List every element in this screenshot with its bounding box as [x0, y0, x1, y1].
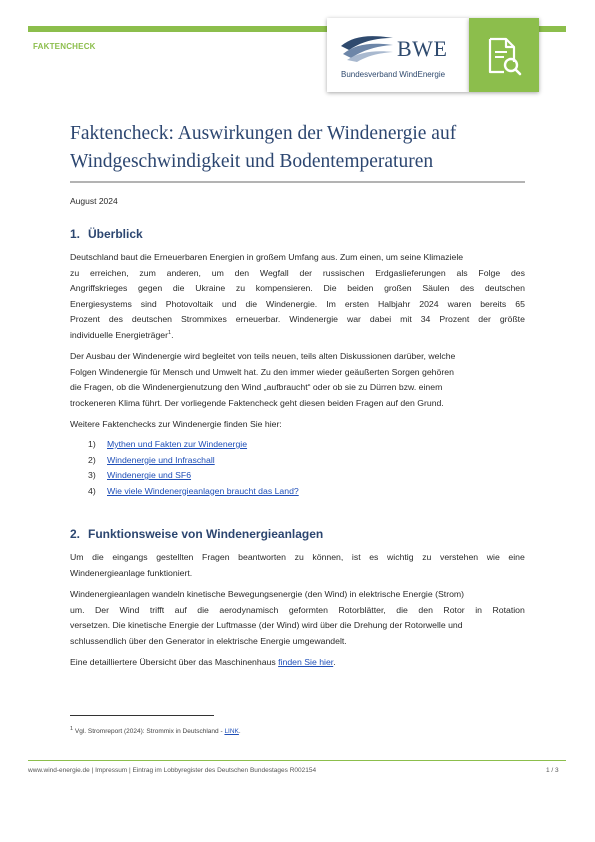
footnote-link[interactable]: LINK: [224, 728, 239, 735]
section-1-paragraph-3: [70, 417, 525, 433]
footnote-1: $^1$ Vgl. Stromreport (2024): Strommix in Deutschland - LINK.: [70, 725, 241, 735]
text-line: schlussendlich über den Generator in elektrische Energie umgewandelt.: [70, 635, 347, 646]
section-1-title: Überblick: [88, 227, 143, 241]
text-line: Eine detailliertere Übersicht über das Maschinenhaus finden Sie hier.: [70, 657, 336, 667]
bwe-logo: [327, 18, 469, 92]
text-line: zu erreichen, zum anderen, um den Wegfall der russischen Erdgaslieferungen als Folge des: [70, 267, 525, 278]
text-line: Der Ausbau der Windenergie wird begleitet von teils neuen, teils alten Diskussionen darüber, welche: [70, 351, 456, 361]
list-item: 4) Wie viele Windenergieanlagen braucht das Land?: [88, 485, 299, 496]
text-line: Weitere Faktenchecks zur Windenergie finden Sie hier:: [70, 419, 282, 429]
bwe-logo-wordmark: BWE: [397, 36, 448, 61]
text-line: Prozent des deutschen Strommixes erneuerbar. Windenergie war dabei mit 34 Prozent der größte: [70, 314, 525, 324]
text-line: Angriffskrieges gegen die Ukraine zu kompensieren. Die beiden großen Säulen des deutschen: [70, 283, 525, 293]
list-item: 2) Windenergie und Infraschall: [88, 454, 215, 465]
section-2-number: 2.: [70, 527, 81, 541]
factcheck-links-list: [88, 437, 299, 499]
text-line: Windenergieanlage funktioniert.: [70, 567, 193, 578]
section-1-number: 1.: [70, 227, 81, 241]
link-how-many-turbines[interactable]: Wie viele Windenergieanlagen braucht das Land?: [107, 485, 299, 496]
link-nacelle-overview[interactable]: finden Sie hier: [278, 657, 334, 667]
text-line: Windenergieanlagen wandeln kinetische Bewegungsenergie (den Wind) in elektrische Energie (Strom): [70, 589, 465, 599]
factcheck-badge: [469, 18, 539, 92]
link-infrasound[interactable]: Windenergie und Infraschall: [107, 454, 215, 465]
link-myths-facts[interactable]: Mythen und Fakten zur Windenergie: [107, 439, 248, 449]
link-sf6[interactable]: Windenergie und SF6: [107, 470, 192, 480]
text-line: versetzen. Die kinetische Energie der Luftmasse (der Wind) wird über die Drehung der Rotorwelle und: [70, 620, 463, 630]
publication-date: August 2024: [70, 196, 118, 206]
text-line: Um die eingangs gestellten Fragen beantworten zu können, ist es wichtig zu verstehen wie eine: [70, 552, 525, 562]
title-line-1: Faktencheck: Auswirkungen der Windenergie auf: [70, 123, 457, 144]
bwe-logo-mark: [339, 32, 395, 62]
list-item: 1) Mythen und Fakten zur Windenergie: [88, 439, 248, 449]
section-1-paragraph-2: [70, 349, 525, 411]
footer-divider: [28, 760, 566, 761]
section-2-paragraph-2: [70, 587, 525, 649]
text-line: um. Der Wind trifft auf die aerodynamisch geformten Rotorblätter, die den Rotor in Rotation: [70, 604, 525, 615]
bwe-logo-subtitle: Bundesverband WindEnergie: [341, 70, 446, 79]
section-2-title: Funktionsweise von Windenergieanlagen: [88, 527, 324, 541]
footer-text: www.wind-energie.de | Impressum | Eintrag im Lobbyregister des Deutschen Bundestages R002154: [28, 767, 317, 774]
page-number: 1 / 3: [546, 767, 559, 774]
list-item: 3) Windenergie und SF6: [88, 470, 192, 480]
text-line: individuelle Energieträger$^1$.: [70, 329, 174, 340]
section-1-heading: [70, 227, 143, 241]
footnote-ref[interactable]: 1: [168, 329, 172, 336]
section-2-paragraph-3: [70, 655, 525, 671]
title-line-2: Windgeschwindigkeit und Bodentemperaturen: [70, 151, 434, 172]
document-title: [70, 120, 530, 176]
document-category: FAKTENCHECK: [33, 42, 96, 51]
text-line: Deutschland baut die Erneuerbaren Energien in großem Umfang aus. Zum einen, um seine Klimaziele: [70, 252, 464, 262]
text-line: Energiesystems sind Photovoltaik und die Windenergie. Im ersten Halbjahr 2024 waren bereits 65: [70, 298, 525, 309]
title-divider: [70, 181, 525, 183]
text-line: die Fragen, ob die Windenergienutzung den Wind „aufbraucht“ oder ob sie zu Dürren bzw. einem: [70, 382, 443, 392]
text-line: trockeneren Klima führt. Der vorliegende Faktencheck geht diesen beiden Fragen auf den Grund.: [70, 397, 444, 408]
section-1-paragraph-1: [70, 250, 525, 343]
document-search-icon: [484, 36, 524, 76]
section-2-paragraph-1: [70, 550, 525, 581]
section-2-heading: [70, 527, 323, 541]
footnote-divider: [70, 715, 214, 716]
text-line: Folgen Windenergie für Mensch und Umwelt hat. Zu den immer wieder geäußerten Sorgen gehören: [70, 366, 454, 377]
